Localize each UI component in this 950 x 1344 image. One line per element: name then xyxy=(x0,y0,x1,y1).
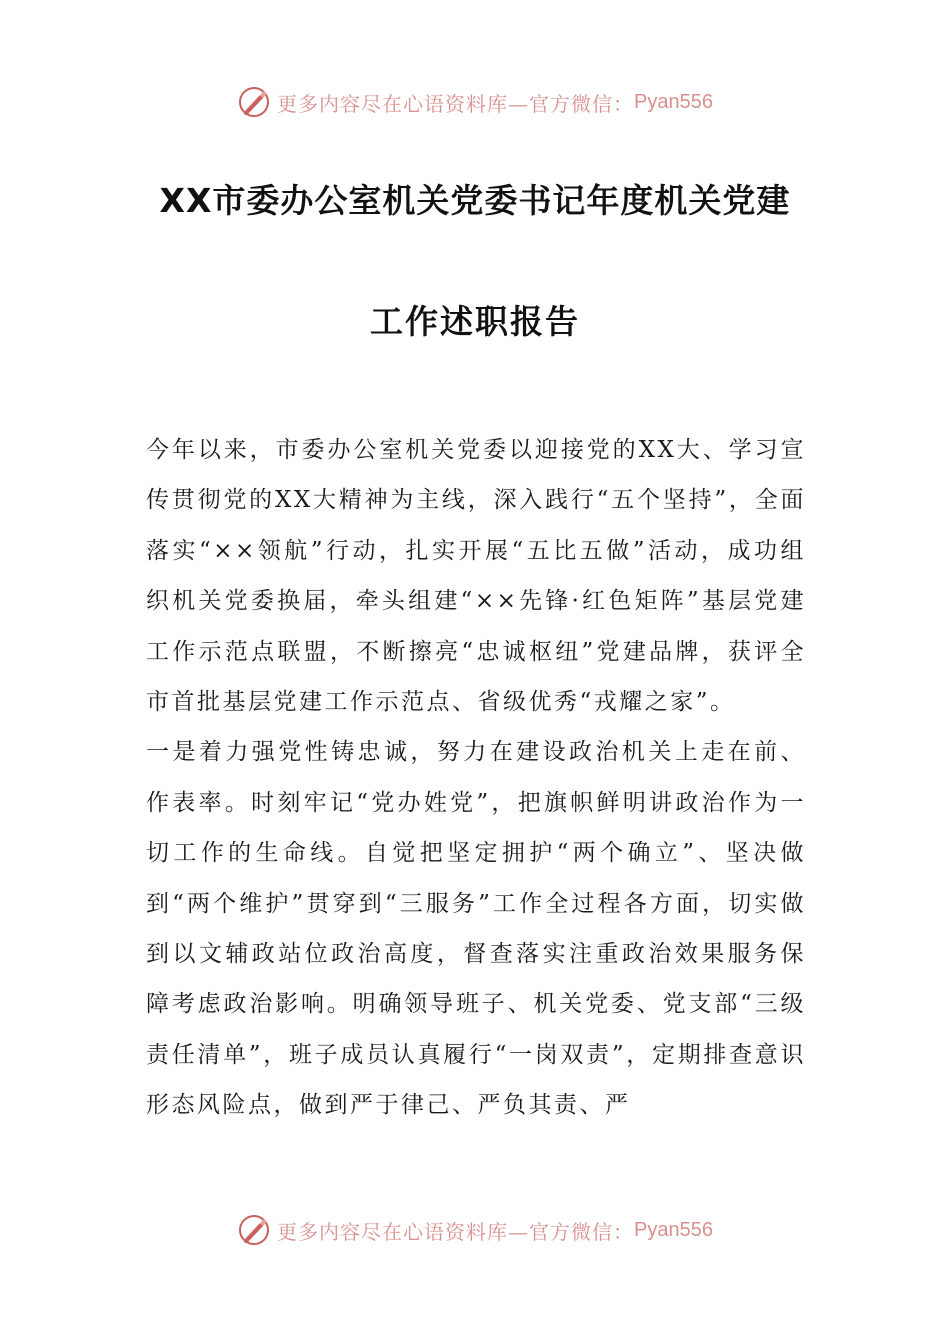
watermark-footer xyxy=(0,1210,950,1250)
paragraph-point-one: 一是着力强党性铸忠诚，努力在建设政治机关上走在前、作表率。时刻牢记“党办姓党”，把旗帜鲜明讲政治作为一切工作的生命线。自觉把坚定拥护“两个确立”、坚决做到“两个维护”贯穿到“三服务”工作全过程各方面，切实做到以文辅政站位政治高度，督查落实注重政治效果服务保障考虑政治影响。明确领导班子、机关党委、党支部“三级责任清单”，班子成员认真履行“一岗双责”，定期排查意识形态风险点，做到严于律己、严负其责、严 xyxy=(146,739,806,1119)
watermark-text: 更多内容尽在心语资料库—官方微信： xyxy=(277,1219,635,1244)
document-title-line1: XX市委办公室机关党委书记年度机关党建 xyxy=(159,181,791,220)
document-body xyxy=(146,425,806,1131)
document-title-line2: 工作述职报告 xyxy=(370,302,580,341)
watermark-text: 更多内容尽在心语资料库—官方微信： xyxy=(277,91,635,116)
watermark-header xyxy=(0,82,950,122)
watermark-wechat-id: Pyan556 xyxy=(634,1218,713,1241)
paragraph-intro: 今年以来，市委办公室机关党委以迎接党的XX大、学习宣传贯彻党的XX大精神为主线，深入践行“五个坚持”，全面落实“××领航”行动，扎实开展“五比五做”活动，成功组织机关党委换届，牵头组建“××先锋·红色矩阵”基层党建工作示范点联盟，不断擦亮“忠诚枢纽”党建品牌，获评全市首批基层党建工作示范点、省级优秀“戎耀之家”。 xyxy=(146,437,806,716)
pen-logo-icon xyxy=(237,85,271,119)
watermark-wechat-id: Pyan556 xyxy=(634,90,713,113)
pen-logo-icon xyxy=(237,1213,271,1247)
